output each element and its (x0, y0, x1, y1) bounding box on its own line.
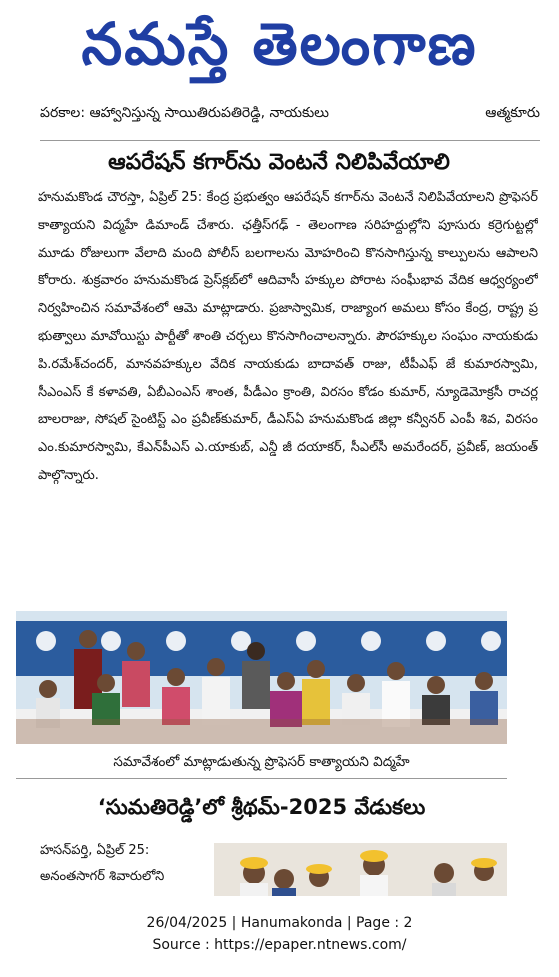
article-body: హనుమకొండ చౌరస్తా, ఏప్రిల్ 25: కేంద్ర ప్రభుత్వం ఆపరేషన్ కగార్‌ను వెంటనే నిలిపివేయాలని ప్రొఫెసర్ కాత్యాయని విద్మహే డిమాండ్ చేశారు. ఛత్తీస్‌గఢ్ - తెలంగాణ సరిహద్దుల్లోని పూసురు కర్రెగుట్టల్లో మూడు రోజులుగా వేలాది మంది పోలీస్ బలగాలను మోహరించి కొనసాగిస్తున్న కాల్పులను ఆపాలని కోరారు. శుక్రవారం హనుమకొండ ప్రెస్‌క్లబ్‌లో ఆదివాసీ హక్కుల పోరాట సంఘీభావ వేదిక ఆధ్వర్యంలో నిర్వహించిన సమావేశంలో ఆమె మాట్లాడారు. ప్రజాస్వామిక, రాజ్యాంగ అమలు కోసం కేంద్ర, రాష్ట్ర ప్రభుత్వాలు మావోయిస్టు పార్టీతో శాంతి చర్చలు కొనసాగించాలన్నారు. పౌరహక్కుల సంఘం నాయకుడు పి.రమేశ్‌చందర్, మానవహక్కుల వేదిక నాయకుడు బాదావత్ రాజు, టీపీఎఫ్ జే కుమారస్వామి, సీఎంఎస్ కే కళావతి, ఏబీఎంఎస్ శాంత, పీడీఎం క్రాంతి, విరసం కోడం కుమార్, న్యూడెమోక్రసీ రాచర్ల బాలరాజు, సోషల్ సైంటిస్ట్ ఎం ప్రవీణ్‌కుమార్, డీఎస్‌ఏ హనుమకొండ జిల్లా కన్వీనర్ ఎంపీ శివ, విరసం ఎం.కుమారస్వామి, కేఎన్‌పీఎస్ ఎ.యాకుబ్, ఎన్డీ జీ దయాకర్, సీఎల్‌సీ అమరేందర్, ప్రవీణ్, జయంత్ పాల్గొన్నారు. (38, 190, 538, 483)
strap-right-text: ఆత్మకూరు (485, 105, 540, 121)
sub-article-headline: ‘సుమతిరెడ్డి’లో శ్రీథమ్-2025 వేడుకలు (97, 795, 426, 819)
sub-article-body: హసన్‌పర్తి, ఏప్రిల్ 25: అనంతసాగర్ శివారులోని (40, 843, 165, 884)
footer-date-line: 26/04/2025 | Hanumakonda | Page : 2 (146, 915, 413, 931)
masthead (0, 0, 559, 96)
event-photo (214, 843, 507, 896)
article-headline: ఆపరేషన్ కగార్‌ను వెంటనే నిలిపివేయాలి (108, 150, 450, 175)
divider (16, 778, 507, 779)
footer (0, 912, 559, 956)
strap-left-text: పరకాల: ఆహ్వానిస్తున్న సాయితిరుపతిరెడ్డి, నాయకులు (40, 105, 329, 121)
strap-line (40, 101, 540, 125)
sub-article-photo (214, 843, 507, 896)
article-photo (16, 611, 507, 744)
newspaper-title: నమస్తే తెలంగాణ (81, 10, 478, 78)
photo-caption: సమావేశంలో మాట్లాడుతున్న ప్రొఫెసర్ కాత్యాయని విద్మహే (113, 754, 410, 770)
press-meet-photo (16, 611, 507, 744)
divider (40, 140, 540, 141)
footer-source-line: Source : https://epaper.ntnews.com/ (152, 937, 407, 953)
